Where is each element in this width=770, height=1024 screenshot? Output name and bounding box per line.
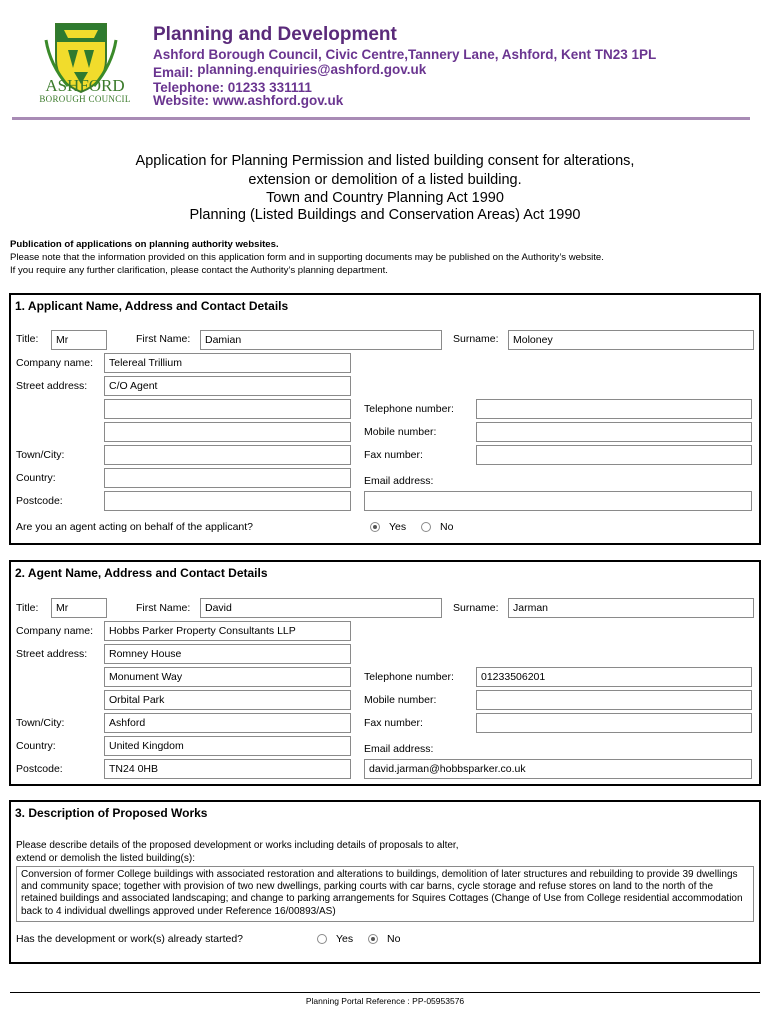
applicant-surname-field[interactable]: Moloney	[508, 330, 754, 350]
applicant-email-field[interactable]	[364, 491, 752, 511]
applicant-street-2-field[interactable]	[104, 399, 351, 419]
telephone-value: 01233 331111	[227, 80, 312, 95]
applicant-country-field[interactable]	[104, 468, 351, 488]
telephone-label: Telephone number:	[364, 671, 454, 683]
surname-label: Surname:	[453, 333, 499, 345]
agent-mobile-field[interactable]	[476, 690, 752, 710]
applicant-fax-field[interactable]	[476, 445, 752, 465]
title-label: Title:	[16, 333, 39, 345]
telephone-label: Telephone number:	[364, 403, 454, 415]
applicant-section	[9, 293, 761, 545]
works-description-field[interactable]: Conversion of former College buildings with associated restoration and alterations to buildings, demolition of later structures and rebuilding to provide 39 dwellings and community space; together with provision of two new dwellings, parking courts with car barns, cycle storage and refuse stores on land to the north of the retained buildings and associated landscaping; and change to parking arrangements for Squires Cottages (Change of Use from College residential accommodation back to 4 individual dwellings approved under Reference 16/00893/AS)	[16, 866, 754, 922]
publication-heading: Publication of applications on planning authority websites.	[10, 239, 279, 250]
header-address: Ashford Borough Council, Civic Centre,Tannery Lane, Ashford, Kent TN23 1PL	[153, 47, 657, 62]
agent-postcode-field[interactable]: TN24 0HB	[104, 759, 351, 779]
header-email	[153, 62, 427, 80]
publication-line-1: Please note that the information provided on this application form and in supporting documents may be published on the Authority’s website.	[10, 252, 604, 263]
town-label: Town/City:	[16, 717, 65, 729]
applicant-street-1-field[interactable]: C/O Agent	[104, 376, 351, 396]
postcode-label: Postcode:	[16, 495, 63, 507]
website-link[interactable]: www.ashford.gov.uk	[212, 93, 344, 108]
footer-divider	[10, 992, 760, 993]
mobile-label: Mobile number:	[364, 426, 437, 438]
surname-label: Surname:	[453, 602, 499, 614]
started-question: Has the development or work(s) already started?	[16, 933, 244, 945]
country-label: Country:	[16, 472, 56, 484]
country-label: Country:	[16, 740, 56, 752]
started-yes-radio[interactable]	[317, 934, 327, 944]
agent-no-radio[interactable]	[421, 522, 431, 532]
applicant-postcode-field[interactable]	[104, 491, 351, 511]
application-title-line-2: extension or demolition of a listed building.	[248, 172, 522, 188]
works-section-title: 3. Description of Proposed Works	[15, 806, 208, 820]
agent-section	[9, 560, 761, 786]
application-title-line-4: Planning (Listed Buildings and Conservation Areas) Act 1990	[189, 207, 581, 223]
applicant-title-field[interactable]: Mr	[51, 330, 107, 350]
started-no-radio[interactable]	[368, 934, 378, 944]
agent-street-1-field[interactable]: Romney House	[104, 644, 351, 664]
applicant-town-field[interactable]	[104, 445, 351, 465]
started-yes-label: Yes	[336, 933, 354, 945]
agent-no-label: No	[440, 521, 454, 533]
email-label: Email address:	[364, 475, 434, 487]
agent-yes-radio[interactable]	[370, 522, 380, 532]
applicant-telephone-field[interactable]	[476, 399, 752, 419]
agent-company-field[interactable]: Hobbs Parker Property Consultants LLP	[104, 621, 351, 641]
email-link[interactable]: planning.enquiries@ashford.gov.uk	[197, 62, 427, 77]
header-title: Planning and Development	[153, 24, 397, 45]
agent-section-title: 2. Agent Name, Address and Contact Details	[15, 566, 268, 580]
header-divider	[12, 117, 750, 120]
website-label: Website:	[153, 93, 210, 108]
applicant-street-3-field[interactable]	[104, 422, 351, 442]
street-label: Street address:	[16, 648, 88, 660]
agent-country-field[interactable]: United Kingdom	[104, 736, 351, 756]
email-label: Email address:	[364, 743, 434, 755]
fax-label: Fax number:	[364, 717, 423, 729]
publication-line-2: If you require any further clarification, please contact the Authority’s planning department.	[10, 265, 388, 276]
agent-title-field[interactable]: Mr	[51, 598, 107, 618]
agent-telephone-field[interactable]: 01233506201	[476, 667, 752, 687]
agent-fax-field[interactable]	[476, 713, 752, 733]
company-label: Company name:	[16, 625, 94, 637]
started-no-label: No	[387, 933, 401, 945]
agent-yes-label: Yes	[389, 521, 407, 533]
agent-first-name-field[interactable]: David	[200, 598, 442, 618]
first-name-label: First Name:	[136, 602, 191, 614]
agent-street-2-field[interactable]: Monument Way	[104, 667, 351, 687]
applicant-first-name-field[interactable]: Damian	[200, 330, 442, 350]
street-label: Street address:	[16, 380, 88, 392]
town-label: Town/City:	[16, 449, 65, 461]
applicant-company-field[interactable]: Telereal Trillium	[104, 353, 351, 373]
works-prompt-line-1: Please describe details of the proposed development or works including details of proposals to alter,	[16, 840, 459, 851]
applicant-mobile-field[interactable]	[476, 422, 752, 442]
email-label: Email:	[153, 65, 194, 80]
telephone-label: Telephone:	[153, 80, 225, 95]
title-label: Title:	[16, 602, 39, 614]
mobile-label: Mobile number:	[364, 694, 437, 706]
application-title-line-1: Application for Planning Permission and listed building consent for alterations,	[135, 153, 635, 169]
agent-email-field[interactable]: david.jarman@hobbsparker.co.uk	[364, 759, 752, 779]
fax-label: Fax number:	[364, 449, 423, 461]
works-prompt-line-2: extend or demolish the listed building(s):	[16, 853, 195, 864]
first-name-label: First Name:	[136, 333, 191, 345]
agent-question: Are you an agent acting on behalf of the applicant?	[16, 521, 254, 533]
header-website	[153, 93, 343, 108]
footer-reference: Planning Portal Reference : PP-05953576	[305, 996, 465, 1006]
works-section	[9, 800, 761, 964]
application-title-line-3: Town and Country Planning Act 1990	[266, 190, 504, 206]
agent-street-3-field[interactable]: Orbital Park	[104, 690, 351, 710]
company-label: Company name:	[16, 357, 94, 369]
logo-subtext: BOROUGH COUNCIL	[39, 94, 131, 104]
agent-surname-field[interactable]: Jarman	[508, 598, 754, 618]
applicant-section-title: 1. Applicant Name, Address and Contact Details	[15, 299, 289, 313]
agent-town-field[interactable]: Ashford	[104, 713, 351, 733]
logo-text: ASHFORD	[45, 76, 125, 95]
postcode-label: Postcode:	[16, 763, 63, 775]
